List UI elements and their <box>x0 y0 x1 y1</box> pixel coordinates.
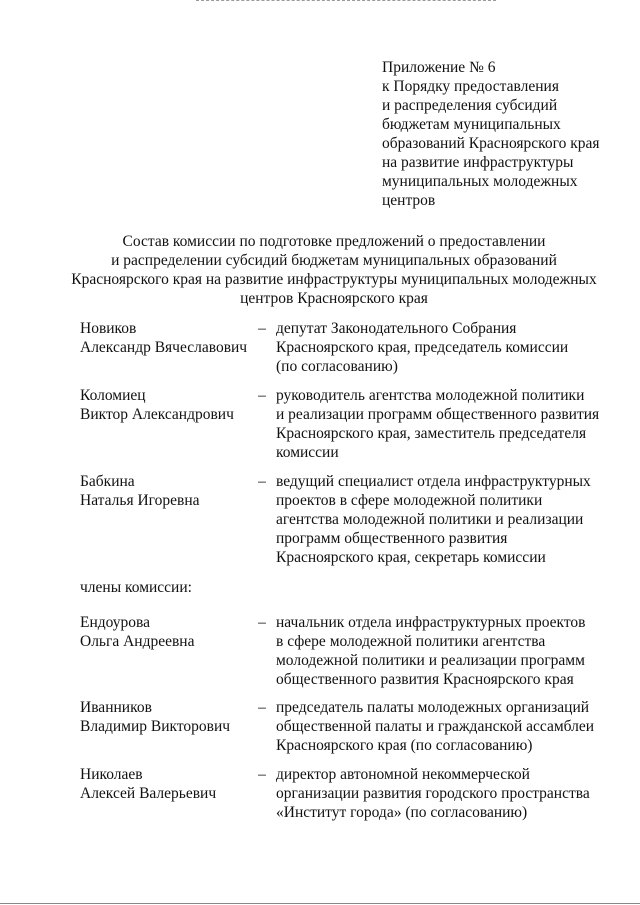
position-line: в сфере молодежной политики агентства <box>276 633 546 650</box>
member-surname: Коломиец <box>80 387 146 404</box>
scan-bottom-border <box>0 903 640 904</box>
appendix-line: муниципальных молодежных <box>382 173 578 190</box>
dash-separator: – <box>258 320 266 337</box>
title-line: и распределении субсидий бюджетам муниципальных образований <box>111 252 557 269</box>
position-line: начальник отдела инфраструктурных проектов <box>276 614 586 631</box>
member-given-name: Наталья Игоревна <box>80 492 200 509</box>
appendix-line: к Порядку предоставления <box>382 78 559 95</box>
member-surname: Бабкина <box>80 473 135 490</box>
member-given-name: Ольга Андреевна <box>80 633 195 650</box>
position-line: Красноярского края, председатель комиссии <box>276 339 569 356</box>
position-line: Красноярского края (по согласованию) <box>276 737 533 754</box>
member-name <box>80 319 250 357</box>
member-name <box>80 613 250 651</box>
appendix-line: бюджетам муниципальных <box>382 116 561 133</box>
member-surname: Новиков <box>80 320 137 337</box>
appendix-header <box>382 58 632 210</box>
member-name <box>80 698 250 736</box>
member-surname: Иванников <box>80 699 152 716</box>
member-surname: Ендоурова <box>80 614 151 631</box>
member-given-name: Владимир Викторович <box>80 718 231 735</box>
appendix-line: Приложение № 6 <box>382 59 496 76</box>
member-given-name: Александр Вячеславович <box>80 339 248 356</box>
member-name <box>80 765 250 803</box>
member-position <box>276 386 606 462</box>
position-line: общественного развития Красноярского края <box>276 671 574 688</box>
member-given-name: Виктор Александрович <box>80 406 234 423</box>
position-line: депутат Законодательного Собрания <box>276 320 517 337</box>
position-line: директор автономной некоммерческой <box>276 766 530 783</box>
appendix-line: образований Красноярского края <box>382 135 600 152</box>
appendix-line: на развитие инфраструктуры <box>382 154 574 171</box>
dash-separator: – <box>258 473 266 490</box>
position-line: проектов в сфере молодежной политики <box>276 492 543 509</box>
position-line: «Институт города» (по согласованию) <box>276 804 528 821</box>
dash-separator: – <box>258 387 266 404</box>
member-position <box>276 613 606 689</box>
scan-top-border <box>196 0 496 1</box>
position-line: агентства молодежной политики и реализации <box>276 511 584 528</box>
appendix-line: и распределения субсидий <box>382 97 558 114</box>
dash-separator: – <box>258 614 266 631</box>
position-line: ведущий специалист отдела инфраструктурных <box>276 473 591 490</box>
position-line: комиссии <box>276 444 339 461</box>
title-line: Красноярского края на развитие инфраструктуры муниципальных молодежных <box>71 271 597 288</box>
member-name <box>80 472 250 510</box>
dash-separator: – <box>258 699 266 716</box>
position-line: и реализации программ общественного развития <box>276 406 600 423</box>
member-position <box>276 319 606 376</box>
dash-separator: – <box>258 766 266 783</box>
member-surname: Николаев <box>80 766 143 783</box>
position-line: (по согласованию) <box>276 358 398 375</box>
member-position <box>276 698 606 755</box>
title-line: центров Красноярского края <box>240 290 428 307</box>
member-position <box>276 765 606 822</box>
position-line: программ общественного развития <box>276 530 508 547</box>
position-line: руководитель агентства молодежной политики <box>276 387 585 404</box>
appendix-line: центров <box>382 192 436 209</box>
members-section-label: члены комиссии: <box>80 579 192 596</box>
position-line: Красноярского края, секретарь комиссии <box>276 549 546 566</box>
position-line: молодежной политики и реализации программ <box>276 652 585 669</box>
document-title <box>60 232 608 308</box>
position-line: организации развития городского пространства <box>276 785 590 802</box>
member-given-name: Алексей Валерьевич <box>80 785 217 802</box>
position-line: председатель палаты молодежных организаций <box>276 699 590 716</box>
member-position <box>276 472 606 567</box>
member-name <box>80 386 250 424</box>
position-line: Красноярского края, заместитель председателя <box>276 425 587 442</box>
position-line: общественной палаты и гражданской ассамблеи <box>276 718 595 735</box>
title-line: Состав комиссии по подготовке предложений о предоставлении <box>122 233 546 250</box>
